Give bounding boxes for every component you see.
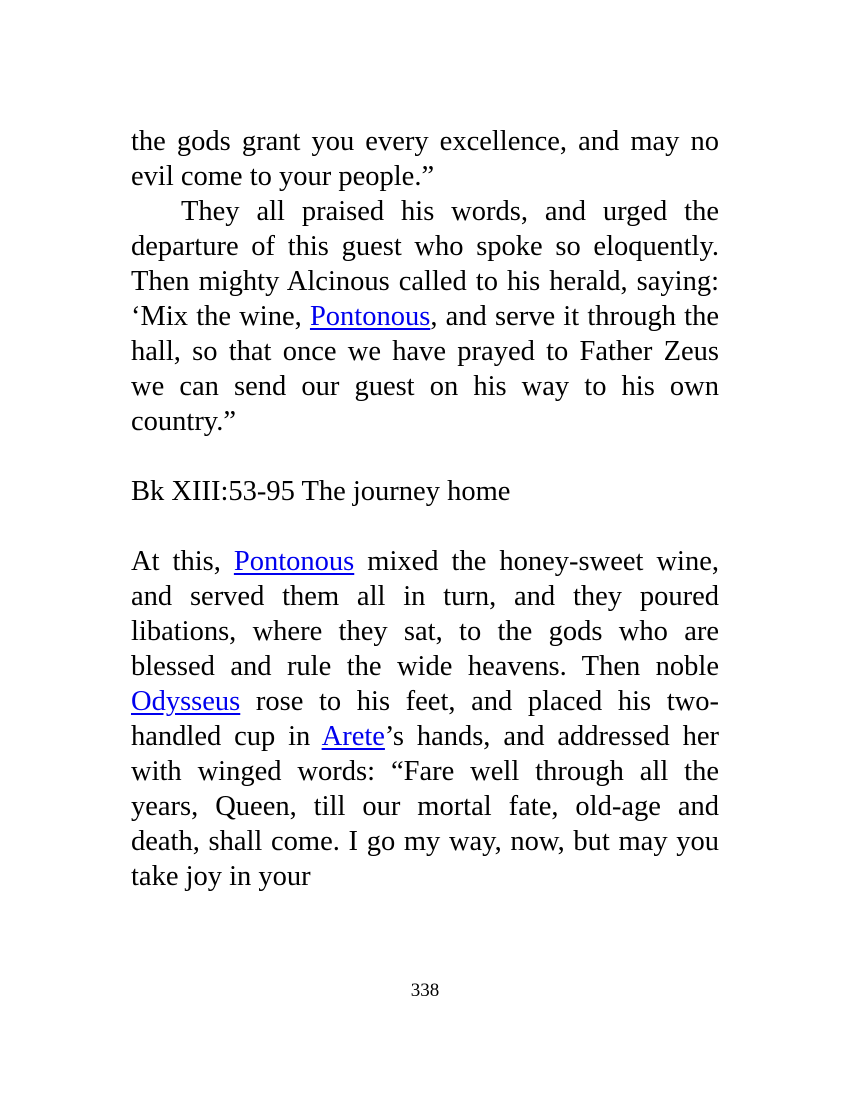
paragraph-journey-text-2: mixed the honey-sweet wine, and served them all in turn, and they poured libations, where they sat, to the gods who are blessed and rule the wide heavens. Then noble: [131, 546, 719, 682]
paragraph-journey: [131, 544, 719, 894]
link-odysseus[interactable]: Odysseus: [131, 686, 241, 717]
link-pontonous[interactable]: Pontonous: [309, 301, 431, 332]
paragraph-journey-text-1: At this,: [131, 546, 234, 577]
paragraph-praise: [131, 194, 719, 439]
paragraph-continuation-text: the gods grant you every excellence, and may no evil come to your people.”: [131, 126, 719, 192]
paragraph-journey-text-3: rose to his feet, and placed his two-handled cup in: [131, 686, 719, 752]
page-number: 338: [410, 980, 440, 1001]
link-arete[interactable]: Arete: [321, 721, 385, 752]
section-heading: Bk XIII:53-95 The journey home: [131, 476, 511, 507]
paragraph-journey-text-4: ’s hands, and addressed her with winged words: “Fare well through all the years, Queen, till our mortal fate, old-age and death, shall come. I go my way, now, but may you take joy in your: [131, 721, 719, 892]
paragraph-continuation: [131, 124, 719, 194]
paragraph-praise-text-2: , and serve it through the hall, so that once we have prayed to Father Zeus we can send our guest on his way to his own country.”: [131, 301, 719, 437]
link-pontonous[interactable]: Pontonous: [233, 546, 355, 577]
paragraph-praise-text-1: They all praised his words, and urged the departure of this guest who spoke so eloquently. Then mighty Alcinous called to his herald, saying: ‘Mix the wine,: [131, 196, 719, 332]
